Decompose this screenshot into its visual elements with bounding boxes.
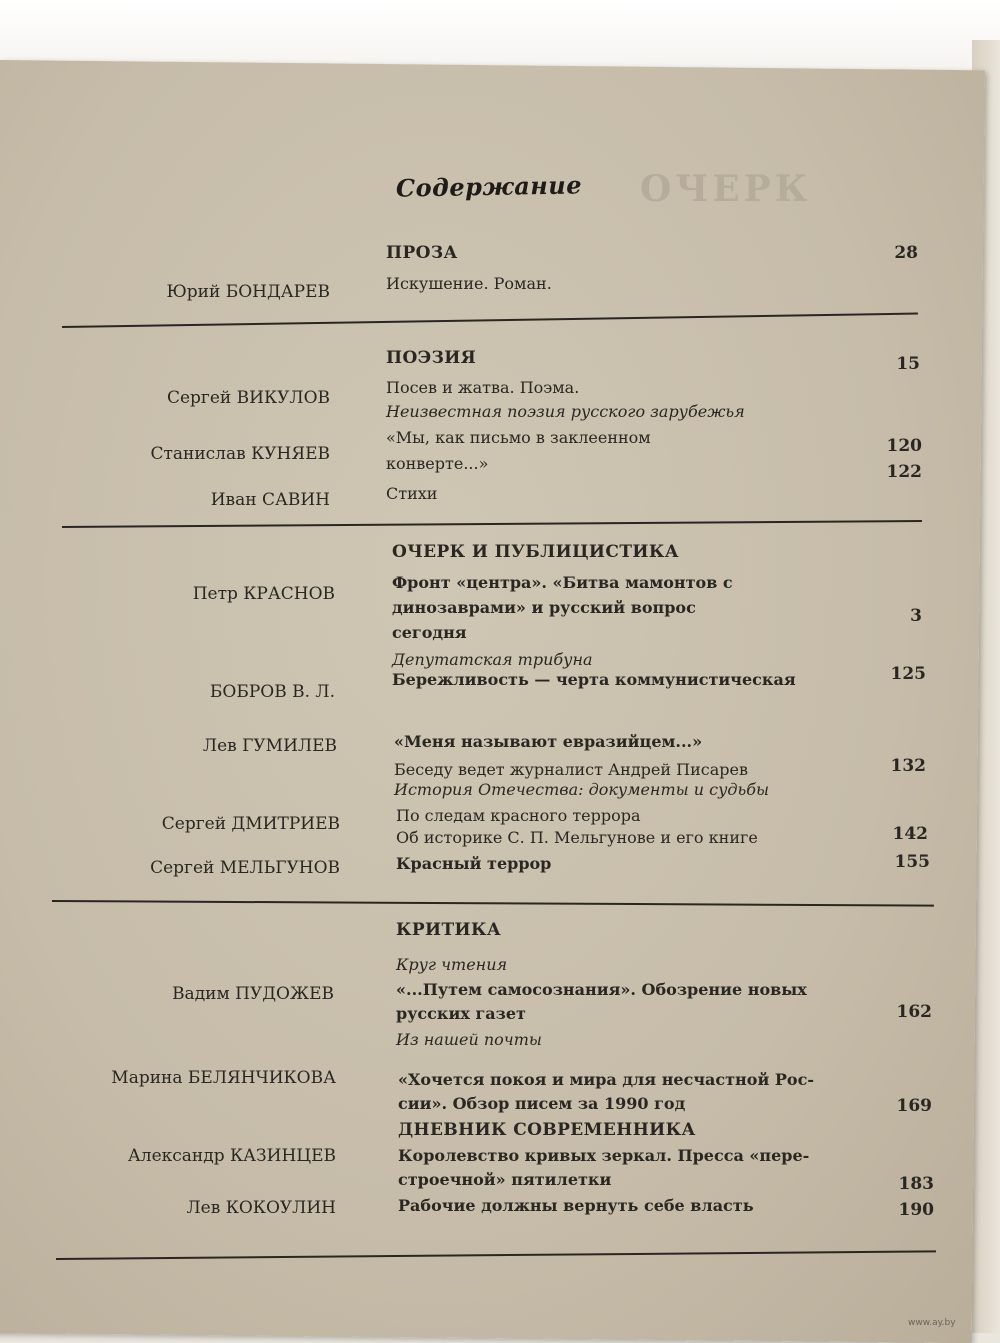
- page-title: Содержание: [395, 170, 583, 203]
- entry-subtitle: Беседу ведет журналист Андрей Писарев: [394, 760, 748, 779]
- author-name: БОБРОВ В. Л.: [209, 682, 335, 702]
- page-number: 155: [894, 852, 930, 872]
- entry-title: Королевство кривых зеркал. Пресса «пере-: [398, 1146, 810, 1165]
- page-number: 3: [910, 606, 922, 626]
- rubric: Круг чтения: [396, 955, 508, 974]
- section-header-kritika: КРИТИКА: [396, 920, 502, 940]
- page-number: 28: [894, 243, 918, 263]
- entry-title-cont: русских газет: [396, 1004, 526, 1023]
- entry-title: Фронт «центра». «Битва мамонтов с: [392, 573, 733, 592]
- section-header-dnevnik: ДНЕВНИК СОВРЕМЕННИКА: [398, 1120, 696, 1140]
- entry-title: «Мы, как письмо в заклеенном: [386, 428, 651, 447]
- page-number: 169: [896, 1096, 932, 1116]
- page-number: 132: [890, 756, 926, 776]
- entry-title: Искушение. Роман.: [386, 274, 552, 293]
- entry-title-cont: конверте...»: [386, 454, 489, 473]
- entry-title: Бережливость — черта коммунистическая: [392, 670, 796, 689]
- rubric: Неизвестная поэзия русского зарубежья: [386, 402, 745, 421]
- author-name: Александр КАЗИНЦЕВ: [127, 1146, 336, 1166]
- page-number: 15: [896, 354, 920, 374]
- entry-title: Рабочие должны вернуть себе власть: [398, 1196, 754, 1215]
- page-number: 142: [892, 824, 928, 844]
- author-name: Юрий БОНДАРЕВ: [166, 282, 330, 302]
- rubric: История Отечества: документы и судьбы: [394, 780, 770, 799]
- entry-subtitle: Об историке С. П. Мельгунове и его книге: [396, 828, 758, 847]
- page-number: 122: [886, 462, 922, 482]
- entry-title: «...Путем самосознания». Обозрение новых: [396, 980, 807, 999]
- author-name: Сергей ВИКУЛОВ: [166, 388, 330, 408]
- entry-title: Посев и жатва. Поэма.: [386, 378, 580, 397]
- author-name: Иван САВИН: [210, 490, 330, 510]
- section-header-poeziya: ПОЭЗИЯ: [386, 348, 477, 368]
- author-name: Марина БЕЛЯНЧИКОВА: [111, 1068, 336, 1088]
- author-name: Петр КРАСНОВ: [192, 584, 335, 604]
- entry-title-cont: сегодня: [392, 623, 467, 642]
- entry-title-cont: сии». Обзор писем за 1990 год: [398, 1094, 686, 1113]
- section-header-ocherk: ОЧЕРК И ПУБЛИЦИСТИКА: [392, 542, 679, 562]
- author-name: Станислав КУНЯЕВ: [150, 444, 330, 464]
- entry-title: «Меня называют евразийцем...»: [394, 732, 703, 751]
- entry-title: Стихи: [386, 484, 438, 503]
- rubric: Из нашей почты: [396, 1030, 542, 1049]
- page-number: 162: [896, 1002, 932, 1022]
- author-name: Вадим ПУДОЖЕВ: [172, 984, 334, 1004]
- entry-title: По следам красного террора: [396, 806, 641, 825]
- page-number: 190: [898, 1200, 934, 1220]
- entry-title-cont: строечной» пятилетки: [398, 1170, 612, 1189]
- entry-title: «Хочется покоя и мира для несчастной Рос-: [398, 1070, 814, 1089]
- author-name: Лев ГУМИЛЕВ: [202, 736, 337, 756]
- entry-title-cont: динозаврами» и русский вопрос: [392, 598, 696, 617]
- page-number: 125: [890, 664, 926, 684]
- rubric: Депутатская трибуна: [392, 650, 593, 669]
- author-name: Сергей ДМИТРИЕВ: [161, 814, 340, 834]
- bleed-through-text: ОЧЕРК: [640, 168, 812, 210]
- author-name: Сергей МЕЛЬГУНОВ: [150, 858, 340, 878]
- author-name: Лев КОКОУЛИН: [186, 1198, 336, 1218]
- page-number: 183: [898, 1174, 934, 1194]
- entry-title: Красный террор: [396, 854, 552, 873]
- section-header-proza: ПРОЗА: [386, 243, 458, 263]
- page-number: 120: [886, 436, 922, 456]
- watermark: www.ay.by: [908, 1318, 956, 1328]
